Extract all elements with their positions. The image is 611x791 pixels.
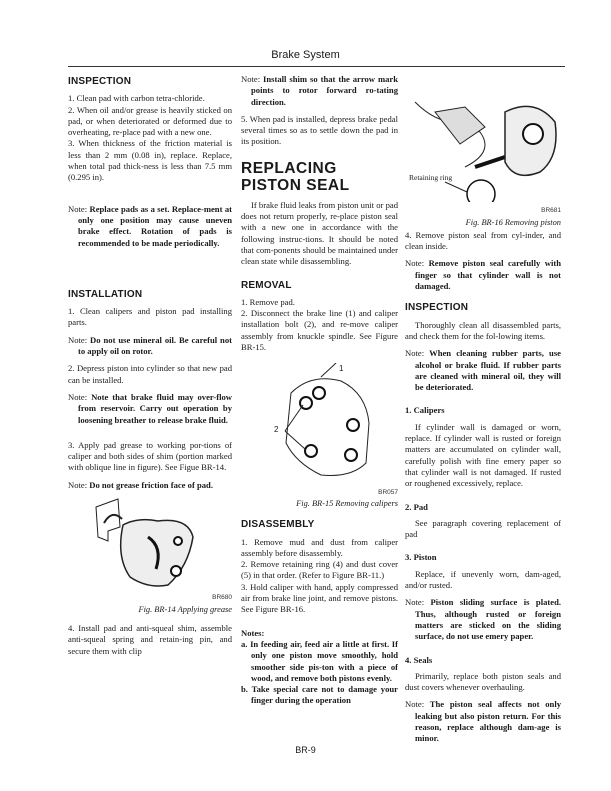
figure-br-15 bbox=[241, 363, 398, 509]
column-left bbox=[68, 72, 232, 657]
section-heading-inspection-2: INSPECTION bbox=[405, 302, 469, 314]
caliper-grease-illustration bbox=[68, 497, 232, 589]
notes-label: Notes: bbox=[241, 627, 265, 638]
paragraph: If cylinder wall is damaged or worn, replace. If cylinder wall is rusted or foreign matters are accumulated on cylinder wall, carefully polish with fine emery paper so that cylinder wall is not damaged. If rusted or roughened excessively, replace. bbox=[405, 421, 561, 489]
caliper-removal-illustration bbox=[241, 363, 398, 483]
paragraph: 3. Hold caliper with hand, apply compressed air from brake line joint, and remove pistons. See Figure BR-16. bbox=[241, 581, 398, 615]
section-heading-disassembly: DISASSEMBLY bbox=[241, 519, 315, 531]
subheading-seals: 4. Seals bbox=[405, 654, 433, 665]
note-b: b. Take special care not to damage your finger during the operation bbox=[241, 684, 398, 706]
paragraph: 1. Remove pad. bbox=[241, 296, 295, 307]
column-middle bbox=[241, 72, 398, 707]
retaining-ring-label: Retaining ring bbox=[409, 173, 453, 182]
paragraph: Primarily, replace both piston seals and dust covers whenever overhauling. bbox=[405, 670, 561, 693]
section-heading-installation: INSTALLATION bbox=[68, 288, 143, 300]
note: Note: Piston sliding surface is plated. Thus, although rusted or foreign matters are sticked on the sliding surface, do not use emery paper. bbox=[405, 597, 561, 642]
paragraph: 2. When oil and/or grease is heavily sticked on pad, or when deteriorated or deformed due to overheating, re-place pad with a new one. bbox=[68, 104, 232, 138]
paragraph: See paragraph covering replacement of pad bbox=[405, 517, 561, 540]
section-title-replacing-piston-seal: REPLACING PISTON SEAL bbox=[241, 159, 350, 194]
paragraph: 2. Disconnect the brake line (1) and caliper installation bolt (2), and re-move caliper assembly from knuckle spindle. See Figure BR-15. bbox=[241, 308, 398, 353]
paragraph: 2. Remove retaining ring (4) and dust cover (5) in that order. (Refer to Figure BR-11.) bbox=[241, 559, 398, 581]
paragraph: 1. Remove mud and dust from caliper assembly before disassembly. bbox=[241, 536, 398, 558]
figure-code: BR681 bbox=[541, 207, 561, 215]
note: Note: Do not use mineral oil. Be careful not to apply oil on rotor. bbox=[68, 334, 232, 357]
note: Note: Note that brake fluid may over-flow from reservoir. Carry out operation by loosening breather to release brake fluid. bbox=[68, 391, 232, 425]
paragraph: 4. Install pad and anti-squeal shim, assemble anti-squeal spring and retain-ing pin, and secure them with clip bbox=[68, 622, 232, 656]
note: Note: The piston seal affects not only leaking but also piston return. For this reason, replace although dam-age is minor. bbox=[405, 699, 562, 744]
note: Note: Remove piston seal carefully with finger so that cylinder wall is not damaged. bbox=[405, 258, 561, 292]
note: Note: Do not grease friction face of pad. bbox=[68, 479, 213, 490]
figure-br-16 bbox=[405, 72, 561, 228]
paragraph: 2. Depress piston into cylinder so that new pad can be installed. bbox=[68, 363, 232, 385]
note: Note: When cleaning rubber parts, use alcohol or brake fluid. If rubber parts are cleaned with mineral oil, they will be deteriorated. bbox=[405, 348, 561, 393]
figure-br-14 bbox=[68, 497, 232, 615]
paragraph: Thoroughly clean all disassembled parts, and check them for the fol-lowing items. bbox=[405, 319, 561, 341]
paragraph: 1. Clean pad with carbon tetra-chloride. bbox=[68, 93, 205, 104]
paragraph: If brake fluid leaks from piston unit or pad does not return properly, re-place piston seal with a new one in accordance with the following instruc-tions. It should be noted that com-ponents should be maintained under clean state while disassembling. bbox=[241, 199, 398, 267]
paragraph: 3. When thickness of the friction material is less than 2 mm (0.08 in), replace. Replace, when total pad thick-ness is less than 7.5 mm (0.295 in). bbox=[68, 138, 232, 183]
subheading-piston: 3. Piston bbox=[405, 552, 437, 563]
callout-2: 2 bbox=[274, 425, 279, 435]
subheading-calipers: 1. Calipers bbox=[405, 405, 445, 416]
page-number: BR-9 bbox=[295, 745, 316, 755]
paragraph: 5. When pad is installed, depress brake pedal several times so as to settle down the pad in its position. bbox=[241, 113, 398, 147]
figure-code: BR680 bbox=[212, 594, 232, 602]
figure-code: BR057 bbox=[378, 488, 398, 496]
figure-caption: Fig. BR-16 Removing piston bbox=[465, 217, 561, 227]
note: Note: Install shim so that the arrow mark points to rotor forward ro-tating direction. bbox=[241, 74, 398, 107]
note-a: a. In feeding air, feed air a little at first. If only one piston move smoothly, hold smoother side pis-ton with a piece of wood, and remove both pistons evenly. bbox=[241, 638, 398, 683]
subheading-pad: 2. Pad bbox=[405, 501, 428, 512]
paragraph: 4. Remove piston seal from cyl-inder, and clean inside. bbox=[405, 229, 561, 252]
paragraph: Replace, if unevenly worn, dam-aged, and/or rusted. bbox=[405, 568, 561, 591]
section-heading-inspection: INSPECTION bbox=[68, 76, 132, 87]
paragraph: 3. Apply pad grease to working por-tions of caliper and both sides of shim (portion marked with oblique line in figure). See Figue BR-14. bbox=[68, 439, 232, 473]
note: Note: Replace pads as a set. Replace-ment at only one position may cause uneven brake effect. Rotation of pads is recommended to be made periodically. bbox=[68, 203, 232, 248]
paragraph: 1. Clean calipers and piston pad installing parts. bbox=[68, 306, 232, 328]
figure-caption: Fig. BR-15 Removing calipers bbox=[296, 498, 398, 508]
callout-1: 1 bbox=[339, 364, 344, 374]
column-right bbox=[405, 72, 561, 751]
page-header: Brake System bbox=[271, 49, 340, 61]
header-rule bbox=[68, 66, 565, 67]
figure-caption: Fig. BR-14 Applying grease bbox=[138, 604, 232, 614]
section-heading-removal: REMOVAL bbox=[241, 279, 292, 291]
